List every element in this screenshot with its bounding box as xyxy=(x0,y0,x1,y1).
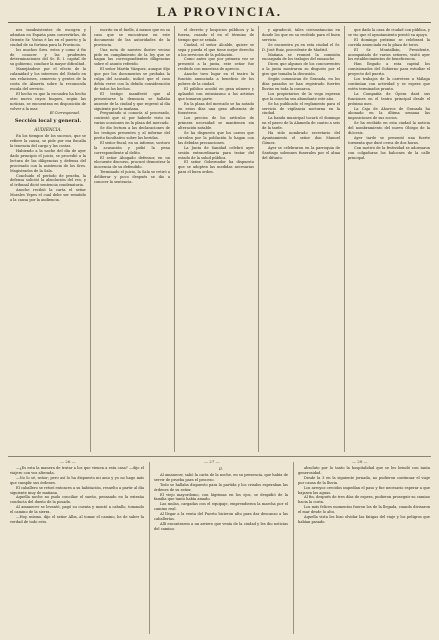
paragraph: El Sr. Montalbán, Presidente, acompañado de varios señores, visitó ayer los establecimientos de beneficencia. xyxy=(348,47,430,62)
paragraph: Los arroyos crecidos impedían el paso y fue necesario esperar a que bajasen las aguas. xyxy=(298,485,430,495)
masthead-rule xyxy=(8,22,431,23)
paragraph: El caballero se retiró entonces a su habitación, resuelto a partir al día siguiente muy de mañana. xyxy=(10,485,144,495)
paragraph: Ha sido nombrado secretario del Ayuntamiento el señor don Manuel Gómez. xyxy=(262,131,340,145)
column-3 xyxy=(178,28,254,452)
paragraph: Al llegar a la venta del Puerto hicieron alto para dar descanso a las caballerías. xyxy=(154,512,288,522)
paragraph: escrito en el fuelle, á menos que en su caso que se encontrase en este documento de las autoridades de la provincia. xyxy=(94,28,170,47)
paragraph: Ayer tarde se presentó una fuerte tormenta que duró cerca de dos horas. xyxy=(348,135,430,145)
subheading: AUDIENCIA. xyxy=(34,127,62,133)
paragraph: La Caja de Ahorros de Granada ha abonado en la última semana las imposiciones de sus socios. xyxy=(348,106,430,121)
paragraph: Aquella vista les hizo olvidar las fatigas del viaje y los peligros que habían pasado. xyxy=(298,515,430,524)
paragraph: Como antes que por primera vez se presentó a la junta, este señor fue recibido con muestras de aprecio. xyxy=(178,57,254,72)
paragraph: —No lo sé, señor; pero así lo ha dispuesto mi amo y yo no hago más que cumplir sus órdenes. xyxy=(10,475,144,485)
paragraph: La Junta de Sanidad celebró ayer sesión extraordinaria para tratar del estado de la salud pública. xyxy=(178,145,254,160)
paragraph: nes insubsistentes de escogen y admitan en España para convertirlas, de Oriente Sr. Vistas é las en el puerto y la ciudad de su fortuna para la Provincia. xyxy=(10,28,86,47)
paragraph: Se ha publicado el reglamento para el servicio de vigilancia nocturna en la ciudad. xyxy=(262,101,340,116)
paragraph: Ciudad, el señor Alcalde, quiere se sepa y pueda el que tiene mejor derecho a los servicios de la población. xyxy=(178,42,254,57)
paragraph: Se encuentra ya en esta ciudad el Sr. D. José Ruiz, procedente de Madrid. xyxy=(262,42,340,52)
paragraph: Los trabajos de la carretera a Málaga continúan con actividad y se espera que estén terminados pronto. xyxy=(348,77,430,91)
paragraph: El viejo mayordomo, con lágrimas en los ojos, se despidió de la familia que tanto había amado. xyxy=(154,492,288,502)
feuilleton-column-2 xyxy=(154,466,288,634)
paragraph: Se ha recibido en esta ciudad la noticia del nombramiento del nuevo Obispo de la diócesis. xyxy=(348,121,430,136)
paragraph: Según comunican de Granada, en los días pasados se han registrado fuertes lluvias en toda la comarca. xyxy=(262,77,340,91)
folio: — 28 — xyxy=(352,459,368,464)
paragraph: Mañana se reunirá la comisión encargada de los trabajos del ensanche. xyxy=(262,52,340,62)
paragraph: el decreto y hospicios públicos y la fuerza, cuando el en el término de tiempo que se señala. xyxy=(178,28,254,42)
paragraph: Las mulas, cargadas con el equipaje, emprendieron la marcha por el camino real. xyxy=(154,502,288,512)
paragraph: Desde la 3 en la siguiente jornada, no pudieron continuar el viaje por causa de la lluvia. xyxy=(298,475,430,485)
paragraph: Los propietarios de la vega esperan que la cosecha sea abundante este año. xyxy=(262,91,340,101)
column-divider xyxy=(344,26,345,452)
folio: — 27 — xyxy=(204,459,220,464)
column-divider xyxy=(293,462,294,634)
paragraph: —Hoy, mismo, dijo el señor Alba, al tomar el camino, he de saber la verdad de todo esto. xyxy=(10,515,144,524)
signature: El Corresponsal. xyxy=(49,111,80,116)
paragraph: La banda municipal tocará el domingo en el paseo de la Alameda de cuatro a seis de la tarde. xyxy=(262,116,340,131)
paragraph: Concluido el período de prueba, la defensa solicitó la absolución del reo, y el tribunal dictó sentencia condenatoria. xyxy=(10,173,86,188)
section-heading: Sección local y general. xyxy=(14,118,82,125)
feuilleton-column-3 xyxy=(298,466,430,634)
paragraph: y agradeció, tales circunstancias en donde los que en su recibido para el buen servicio. xyxy=(262,28,340,42)
paragraph: El señor Martín Vázquez, aunque dijo que por los documentos se probaba la culpa del acusado, indicó que el caso debía verse con la debida consideración de todos los hechos. xyxy=(94,67,170,91)
paragraph: Anoche tuvo lugar en el teatro la función anunciada a beneficio de los pobres de la ciudad. xyxy=(178,72,254,86)
paragraph: Anoche recibió la carta el señor Morales Yepes el cual debe ser remitido a la causa por la audiencia. xyxy=(10,188,86,203)
paragraph: Ayer se celebraron en la parroquia de Santiago solemnes funerales por el alma del difunto. xyxy=(262,145,340,160)
paragraph: Habiendo a la noche del día de ayer dado principio el juicio, se procedió a la lectura de las diligencias y defensa del procesado con la asistencia de los Sres. Magistrados de la Sala. xyxy=(10,149,86,173)
column-4 xyxy=(262,28,340,452)
paragraph: que dado la casa de ciudad con pública, y se vio que el ayuntamiento prestó su apoyo. xyxy=(348,28,430,37)
paragraph: absoluto por lo tanto la hospitalidad que se les brindó con tanta generosidad. xyxy=(298,466,430,475)
paragraph: El hecho es que la escuadra ha hecho otro nuevo cuyos buques, según las noticias, se encuentran en disposición de volver a la mar. xyxy=(10,91,86,111)
paragraph: El domingo próximo se celebrará la corrida anunciada en la plaza de toros. xyxy=(348,37,430,47)
column-divider xyxy=(258,26,259,452)
paragraph: los muchos Sres. estos y como á fin de conocer y las prudentes determinaciones del Sr. R. I. capital de su gobierno, conduce la mayor dificultad. xyxy=(10,47,86,67)
paragraph: Allí encontraron a un arriero que venía de la ciudad y les dio noticias del camino. xyxy=(154,521,288,531)
paragraph: El señor Gobernador ha dispuesto que se adopten las medidas necesarias para el buen orden. xyxy=(178,160,254,175)
paragraph: Han llegado a esta capital los comisionados del Gobierno para estudiar el proyecto del puerto. xyxy=(348,62,430,77)
paragraph: El señor fiscal, en su informe, sostuvo la acusación y pidió la pena correspondiente al delito. xyxy=(94,140,170,155)
paragraph: Aquella noche no pudo conciliar el sueño, pensando en la extraña conducta del dueño de la posada. xyxy=(10,495,144,505)
column-1 xyxy=(10,28,86,452)
paragraph: Una nota de nuestro ilustre vecino pide en cumplimiento de la ley que se hagan las correspondientes diligencias sobre el asunto referido. xyxy=(94,47,170,67)
paragraph: Dicen que algunos de los concurrentes a la junta mostraron su disgusto por el giro que tomaba la discusión. xyxy=(262,62,340,77)
paragraph: En los tiempos de los sucesos, que se refiere la causa, se pide por esa fiscalía la tenencia del cargo y las costas. xyxy=(10,134,86,149)
folio: — 26 — xyxy=(60,459,76,464)
paragraph: En la plaza del mercado se ha notado en estos días una gran afluencia de forasteros. xyxy=(178,101,254,116)
paragraph: Los precios de los artículos de primera necesidad se mantienen sin alteración notable. xyxy=(178,116,254,131)
paragraph: Al amanecer, salió la carta de la noche, en su presencia, que había de servir de prueba para el proceso. xyxy=(154,472,288,482)
feuilleton-column-1 xyxy=(10,466,144,634)
chapter-heading: II. xyxy=(219,467,223,471)
column-5 xyxy=(348,28,430,452)
paragraph: Se ha dispuesto que los carros que circulen por la población lo hagan con las debidas precauciones. xyxy=(178,131,254,145)
feuilleton-rule xyxy=(8,456,431,457)
paragraph: Los más felices momentos fueron los de la llegada, cuando divisaron el mar desde lo alto. xyxy=(298,505,430,515)
paragraph: El señor Abogado defensor, en un elocuente discurso, procuró demostrar la inocencia de su defendido. xyxy=(94,155,170,170)
paragraph: Con motivo de la festividad se adornaron con colgaduras los balcones de la calle principal. xyxy=(348,145,430,160)
paragraph: Terminado el juicio, la Sala se retiró a deliberar y poco después se dio a conocer la sentencia. xyxy=(94,170,170,185)
paragraph: Al fin, después de tres días de espera, pudieron proseguir su camino hacia la costa. xyxy=(298,495,430,505)
paragraph: El testigo manifestó que al presentarse la denuncia se hallaba ausente de la ciudad y que regresó al día siguiente por la mañana. xyxy=(94,91,170,111)
paragraph: Manejándose por el efecto de la calamidad y los intereses del Estado en sus relaciones, comercio y gentes de la costa de Almería sobre la reconocida escala del servicio. xyxy=(10,67,86,91)
column-divider xyxy=(174,26,175,452)
paragraph: Preguntado si conocía al procesado, contestó que sí, por haberle visto en varias ocasiones en la plaza del mercado. xyxy=(94,111,170,126)
newspaper-title: LA PROVINCIA. xyxy=(157,4,282,19)
paragraph: El público acudió en gran número y aplaudió con entusiasmo a los artistas que tomaron parte. xyxy=(178,86,254,101)
paragraph: —¿Es esta la manera de tratar a los que vienen a esta casa? —dijo el viajero con voz alterada. xyxy=(10,466,144,475)
paragraph: Se dio lectura a las declaraciones de los testigos presentes y al informe del perito facultativo sobre las heridas. xyxy=(94,126,170,140)
paragraph: Al amanecer se levantó, pagó su cuenta y montó a caballo, tomando el camino de la sierra. xyxy=(10,505,144,515)
paragraph: La Compañía de Ópera dará sus funciones en el teatro principal desde el próximo mes. xyxy=(348,91,430,106)
column-divider xyxy=(90,26,91,452)
column-divider xyxy=(149,462,150,634)
paragraph: Todo se hallaba dispuesto para la partida y los criados esperaban las órdenes de su señor. xyxy=(154,482,288,492)
column-2 xyxy=(94,28,170,452)
